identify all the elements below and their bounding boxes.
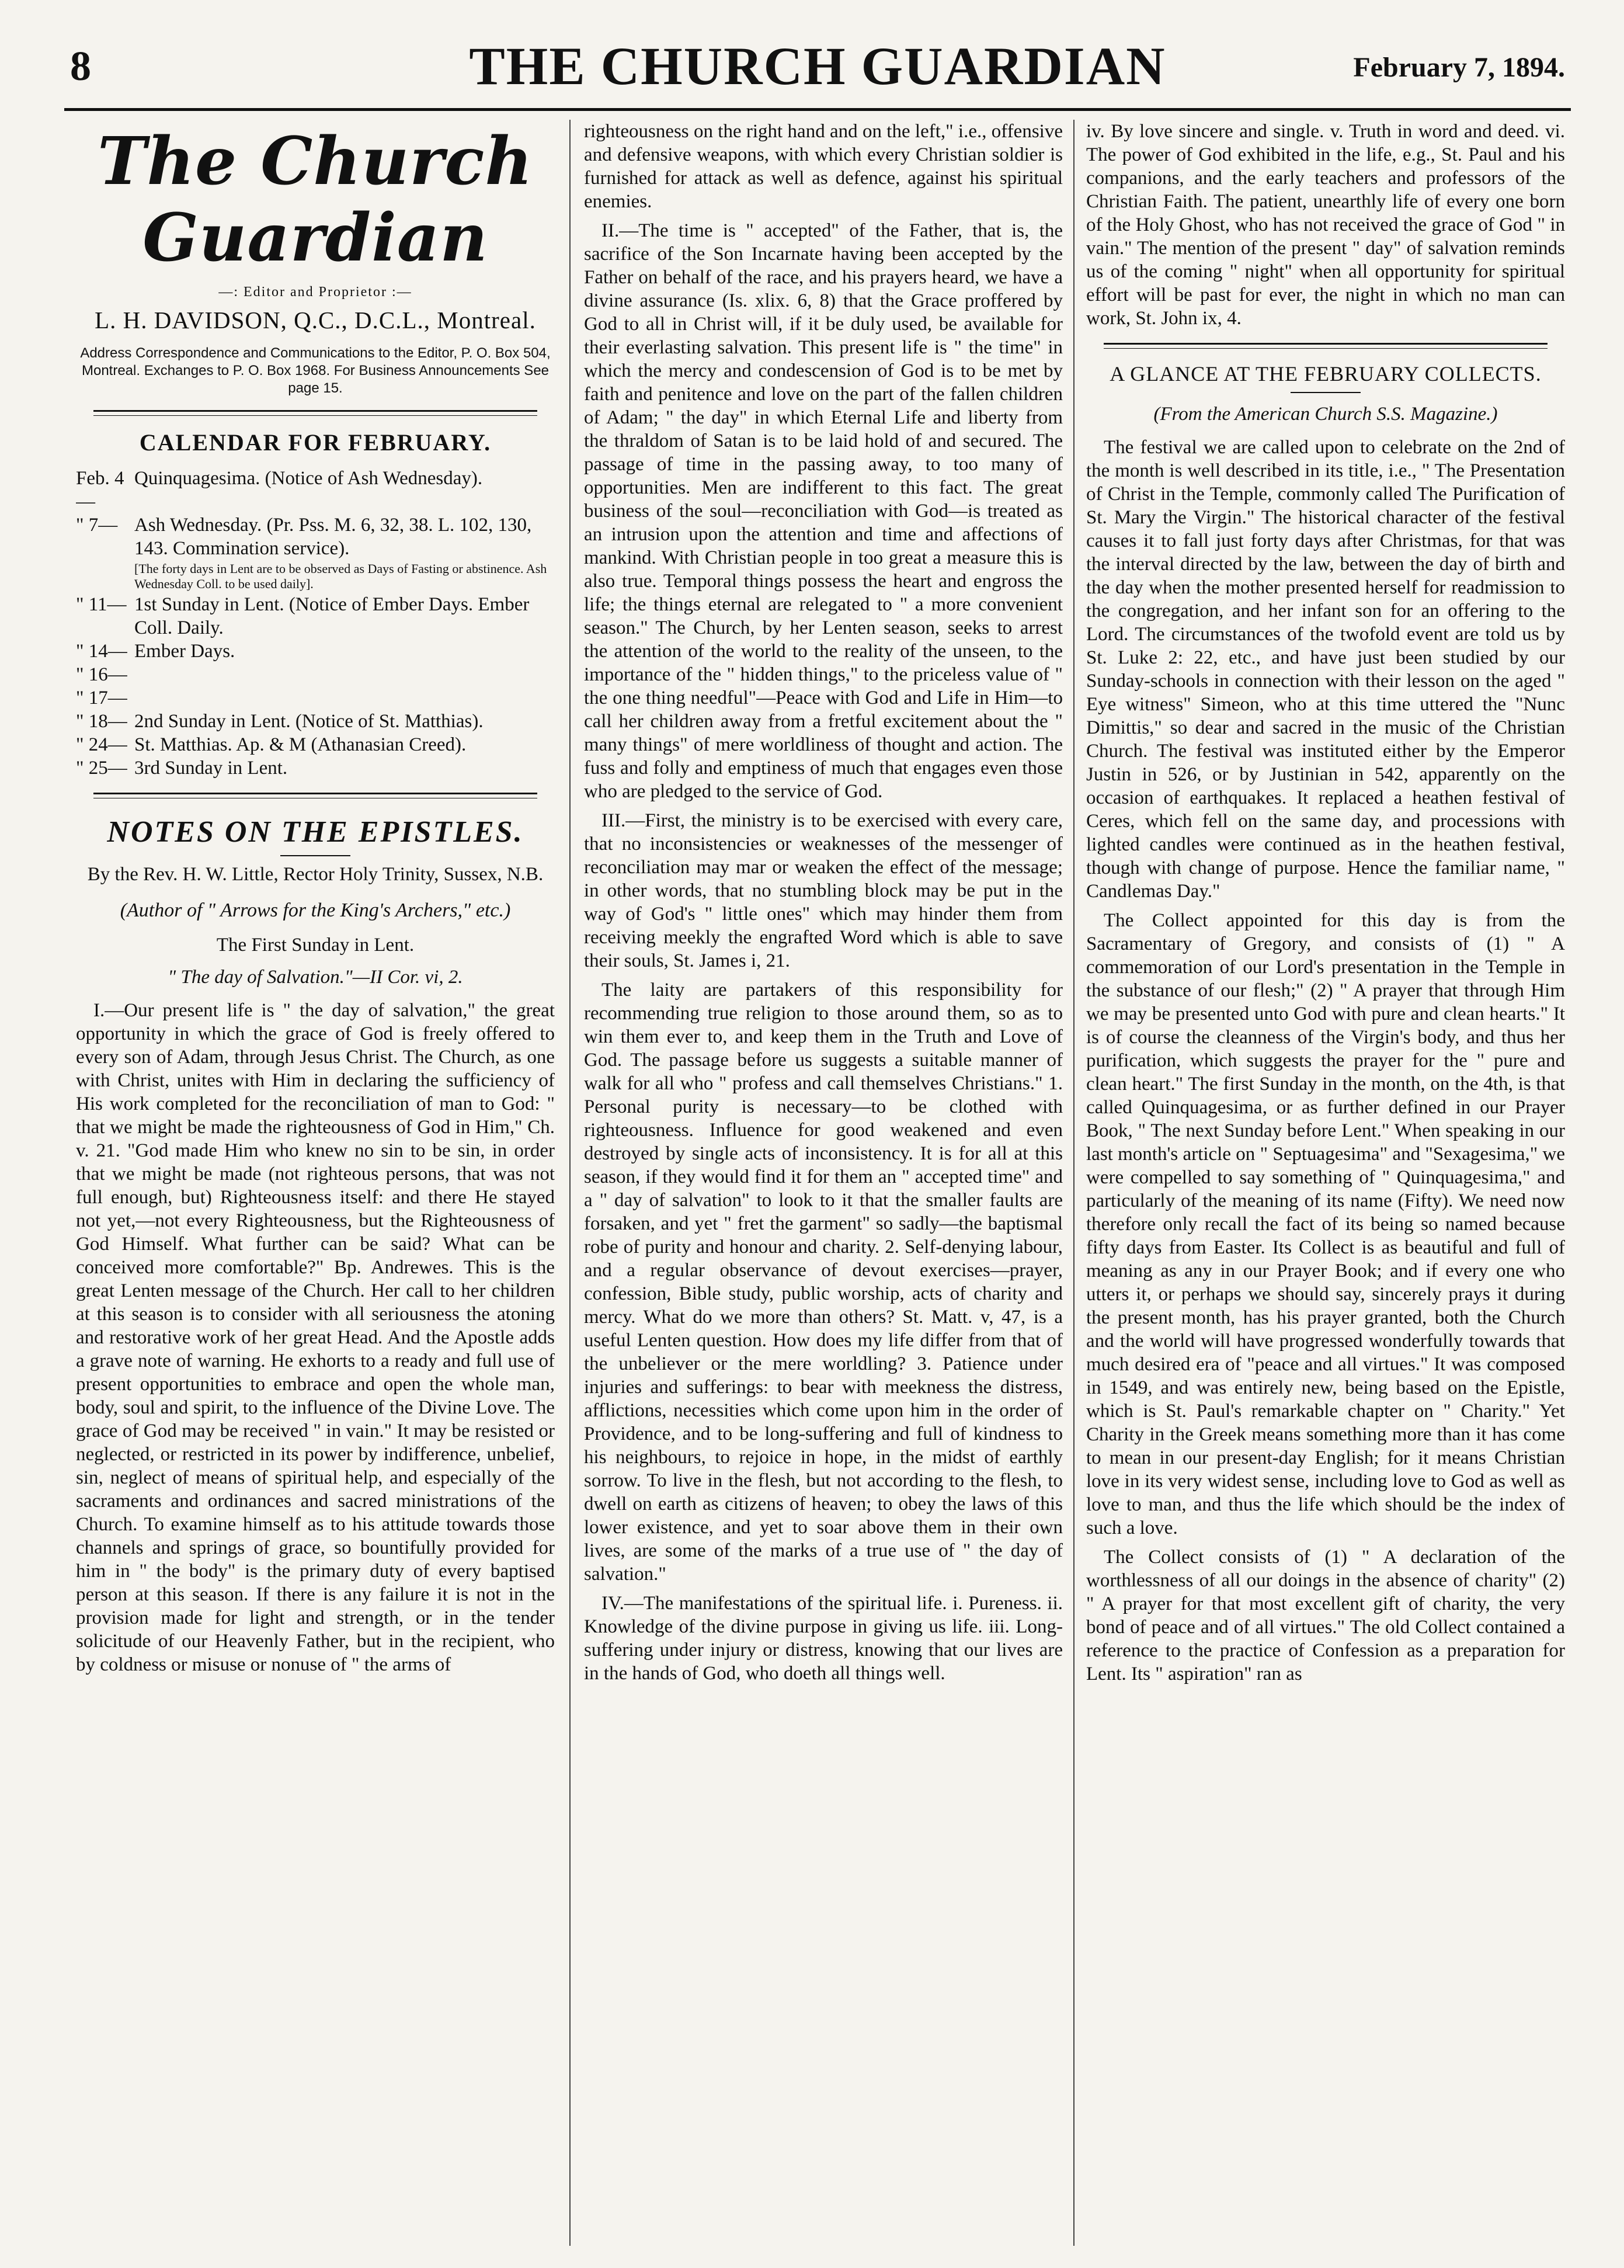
calendar-entry: " 25— 3rd Sunday in Lent.	[76, 758, 288, 779]
section-rule	[1104, 343, 1548, 349]
calendar-note: [The forty days in Lent are to be observed as Days of Fasting or abstinence. Ash Wednesday Coll. to be used daily].	[134, 561, 547, 591]
paragraph: iv. By love sincere and single. v. Truth in word and deed. vi. The power of God exhibited in the life, e.g., St. Paul and his companions, and the early teachers and professors of the Christian Faith. The patient, unearthly life of every one born of the Holy Ghost, who has not received the grace of God " in vain." The mention of the present " day" of salvation reminds us of the coming " night" when all opportunity for spiritual effort will be past for ever, the night in which no man can work, St. John ix, 4.	[1086, 121, 1565, 329]
collects-heading: A GLANCE AT THE FEBRUARY COLLECTS.	[1110, 362, 1542, 385]
column-2	[584, 120, 1063, 2246]
paragraph: The laity are partakers of this responsibility for recommending true religion to those around them, so as to win them ever to, and keep them in the Truth and Love of God. The passage before us suggests a suitable manner of walk for all who " profess and call themselves Christians." 1. Personal purity is necessary—to be clothed with righteousness. Influence for good weakened and even destroyed by single acts of inconsistency. It is for all at this season, if they would find it for them an " accepted time" and a " day of salvation" to look to it that the smaller faults are forsaken, and yet " fret the garment" so sadly—the baptismal robe of purity and honour and charity. 2. Self-denying labour, and a regular observance of devout exercises—prayer, confession, Bible study, public worship, acts of charity and mercy. What do we more than others? St. Matt. v, 47, is a useful Lenten question. How does my life differ from that of the unbeliever or the mere worldling? 3. Patience under injuries and sufferings: to bear with meekness the distress, afflictions, necessities which come upon him in the order of Providence, and to be long-suffering and full of kindness to his neighbours, to rejoice in hope, in the midst of earthly sorrow. To live in the flesh, but not according to the flesh, to dwell on earth as citizens of heaven; to obey the laws of this lower existence, and yet to soar above them in their own lives, are some of the marks of a true use of " the day of salvation."	[584, 980, 1063, 1585]
paragraph: IV.—The manifestations of the spiritual life. i. Pureness. ii. Knowledge of the divine purpose in giving us life. iii. Long-suffering under injury or distress, knowing that our lives are in the hands of God, who doeth all things well.	[584, 1593, 1063, 1684]
page-header	[70, 35, 1565, 105]
calendar-entry: " 14— " 16— " 17— Ember Days.	[76, 641, 235, 708]
calendar-entry: " 24— St. Matthias. Ap. & M (Athanasian Creed).	[76, 734, 467, 755]
calendar-heading: CALENDAR FOR FEBRUARY.	[139, 429, 492, 456]
address-notice: Address Correspondence and Communications to the Editor, P. O. Box 504, Montreal. Exchanges to P. O. Box 1968. For Business Announcements See page 15.	[80, 345, 551, 396]
notes-byline: By the Rev. H. W. Little, Rector Holy Trinity, Sussex, N.B.	[87, 864, 544, 885]
notes-heading: NOTES ON THE EPISTLES.	[107, 815, 524, 849]
column-divider	[569, 120, 571, 2246]
calendar-entry: Feb. 4— Quinquagesima. (Notice of Ash Wednesday).	[76, 468, 483, 512]
paragraph: The Collect consists of (1) " A declaration of the worthlessness of all our doings in the absence of charity" (2) " A prayer for that most excellent gift of charity, the very bond of peace and of all virtues." The old Collect contained a reference to the practice of Confession as a preparation for Lent. Its " aspiration" ran as	[1086, 1547, 1565, 1684]
notes-body-col1	[76, 999, 555, 1676]
section-rule	[93, 410, 537, 416]
calendar-entry: " 18— 2nd Sunday in Lent. (Notice of St. Matthias).	[76, 711, 484, 732]
collects-body	[1086, 436, 1565, 1686]
masthead-title: The Church Guardian	[98, 123, 533, 276]
paragraph: righteousness on the right hand and on the left," i.e., offensive and defensive weapons, with which every Christian soldier is furnished for attack as well as defence, against his spiritual enemies.	[584, 121, 1063, 212]
notes-sunday: The First Sunday in Lent.	[216, 935, 415, 956]
column-1	[76, 120, 555, 2246]
column-divider	[1073, 120, 1074, 2246]
issue-date: February 7, 1894.	[1353, 52, 1565, 83]
header-rule	[64, 108, 1571, 111]
notes-text-reference: " The day of Salvation."—II Cor. vi, 2.	[168, 967, 463, 988]
page-number: 8	[70, 43, 91, 89]
column-3	[1086, 120, 1565, 2246]
paragraph: The festival we are called upon to celebrate on the 2nd of the month is well described in its title, i.e., " The Presentation of Christ in the Temple, commonly called The Purification of St. Mary the Virgin." The historical character of the festival causes it to fall just forty days after Christmas, for that was the interval directed by the law, between the day of birth and the day when the mother presented herself for readmission to the congregation, and her infant son for an offering to the Lord. The circumstances of the twofold event are told us by St. Luke 2: 22, etc., and have just been studied by our Sunday-schools in connection with their lesson on the aged " Eye witness" Simeon, who at this time uttered the "Nunc Dimittis," so dear and sacred in the music of the Christian Church. The festival was instituted either by the Emperor Justin in 526, or by Justinian in 542, apparently on the occasion of earthquakes. It replaced a heathen festival of Ceres, which fell on the same day, and processions with lighted candles were continued as in the heathen festival, though with change of purpose. Hence the familiar name, " Candlemas Day."	[1086, 437, 1565, 902]
section-rule	[93, 793, 537, 798]
short-rule	[1291, 392, 1361, 393]
calendar-list	[76, 467, 555, 780]
notes-body-col3	[1086, 120, 1565, 330]
calendar-entry: " 11— 1st Sunday in Lent. (Notice of Ember Days. Ember Coll. Daily.	[76, 594, 530, 638]
paragraph: I.—Our present life is " the day of salvation," the great opportunity in which the grace of God is freely offered to every son of Adam, through Jesus Christ. The Church, as one with Christ, unites with Him in declaring the sufficiency of His work completed for the reconciliation of man to God: " that we might be made the righteousness of God in Him," Ch. v. 21. "God made Him who knew no sin to be sin, in order that we might be made (not righteous persons, that was not full enough, but) Righteousness itself: and there He stayed not yet,—not every Righteousness, but the Righteousness of God Himself. What further can be said? What can be conceived more comfortable?" Bp. Andrewes. This is the great Lenten message of the Church. Her call to her children at this season is to consider with all seriousness the atoning and restorative work of her great Head. And the Apostle adds a grave note of warning. He exhorts to a ready and full use of present opportunities to embrace and open the whole man, body, soul and spirit, to the influence of the Divine Love. The grace of God may be received " in vain." It may be resisted or neglected, or restricted in its power by indifference, unbelief, sin, neglect of means of spiritual help, and especially of the sacraments and ordinances and sacred ministrations of the Church. To examine himself as to his attitude towards those channels and springs of grace, so bountifully provided for him in " the body" is the primary duty of every baptised person at this season. If there is any failure it is not in the provision made for light and strength, or in the tender solicitude of our Heavenly Father, but in the recipient, who by coldness or misuse or nonuse of " the arms of	[76, 1000, 555, 1675]
paragraph: The Collect appointed for this day is from the Sacramentary of Gregory, and consists of (1) " A commemoration of our Lord's presentation in the Temple in the substance of our flesh;" (2) " A prayer that through Him we may be presented unto God with pure and clean hearts." It is of course the cleanness of the Virgin's body, and thus her purification, which suggests the prayer for the " pure and clean heart." The first Sunday in the month, on the 4th, is that called Quinquagesima, or as further defined in our Prayer Book, " The next Sunday before Lent." When speaking in our last month's article on " Septuagesima" and "Sexagesima," we were compelled to say something of " Quinquagesima," and particularly of the meaning of its name (Fifty). We need now therefore only recall the fact of its being so named because fifty days from Easter. Its Collect is as beautiful and full of meaning as any in our Prayer Book; and if every one who utters it, or perhaps we should say, sincerely prays it during the present month, has his prayer granted, both the Church and the world will have progressed wonderfully towards that much desired era of "peace and all virtues." It was composed in 1549, and was entirely new, being based on the Epistle, which is St. Paul's remarkable chapter on " Charity." Yet Charity in the Greek means something more than it has come to mean in our present-day English; for it means Christian love in its very widest sense, including love to God as well as love to man, and thus the life which should be the index of such a love.	[1086, 910, 1565, 1538]
paragraph: III.—First, the ministry is to be exercised with every care, that no inconsistencies or weaknesses of the messenger of reconciliation may mar or weaken the effect of the message; in other words, that no stumbling block may be put in the way of God's " little ones" which may hinder them from receiving meekly the engrafted Word which is able to save their souls, St. James i, 21.	[584, 810, 1063, 971]
paper-name: THE CHURCH GUARDIAN	[469, 36, 1166, 96]
calendar-entry: " 7— Ash Wednesday. (Pr. Pss. M. 6, 32, 38. L. 102, 130, 143. Commination service).	[76, 515, 532, 559]
paragraph: II.—The time is " accepted" of the Father, that is, the sacrifice of the Son Incarnate having been accepted by the Father on behalf of the race, and his prayers heard, we have a divine assurance (Is. xlix. 6, 8) that the Grace proffered by God to all in Christ will, if it be duly used, be available for their everlasting salvation. This present life is " the time" in which the mercy and condescension of God is to be met by faith and penitence and love on the part of the fallen children of Adam; " the day" in which Eternal Life and liberty from the thraldom of Satan is to be laid hold of and secured. The passage of time in the passing away, to too many of opportunities. Men are indifferent to this fact. The great business of the soul—reconciliation with God—is treated as an intrusion upon the attention and time and affections of mankind. With Christian people in too great a measure this is also true. Temporal things possess the heart and engross the life; the things eternal are relegated to " a more convenient season." The Church, by her Lenten season, seeks to arrest the attention of the world to the reality of the unseen, to the importance of the " hidden things," to the priceless value of " the one thing needful"—Peace with God and Life in Him—to call her children away from a fretful excitement about the " many things" of mere worldliness of thought and action. The fuss and folly and emptiness of much that engages even those who are pledged to the service of God.	[584, 220, 1063, 802]
notes-author-of: (Author of " Arrows for the King's Archers," etc.)	[120, 899, 511, 921]
editor-name: L. H. DAVIDSON, Q.C., D.C.L., Montreal.	[95, 307, 536, 334]
collects-source: (From the American Church S.S. Magazine.)	[1153, 404, 1498, 425]
short-rule	[280, 855, 350, 856]
editor-label: —: Editor and Proprietor :—	[218, 284, 412, 300]
notes-body-col2	[584, 120, 1063, 1685]
